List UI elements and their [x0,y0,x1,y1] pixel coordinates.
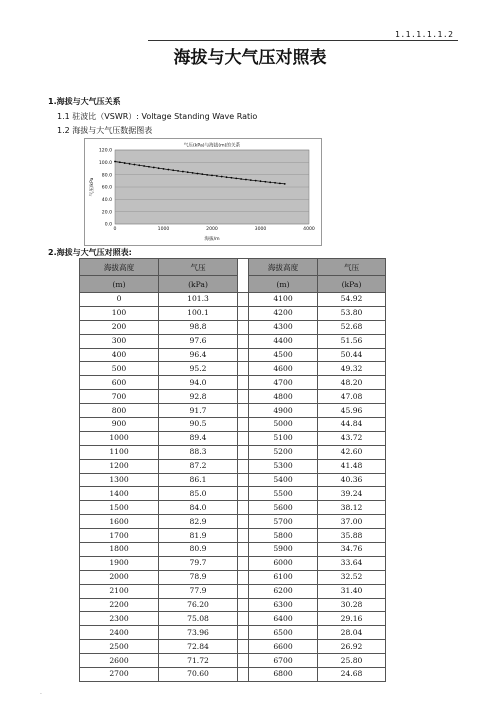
chart-data-point [129,163,131,165]
cell-pressure-right: 43.72 [318,431,386,445]
header-altitude-unit-right: (m) [249,276,318,293]
cell-pressure-right: 39.24 [318,487,386,501]
chart-data-point [114,161,116,163]
chart-title: 气压(kPa)与海拔(m)的关系 [183,143,241,149]
table-row [80,473,386,487]
table-row [80,404,386,418]
cell-altitude-right: 4900 [249,404,318,418]
table-gap [238,334,249,348]
cell-pressure-left: 88.3 [159,445,238,459]
cell-pressure-left: 75.08 [159,612,238,626]
table-gap [238,543,249,557]
corner-mark: . [40,689,42,696]
cell-altitude-right: 6000 [249,556,318,570]
cell-altitude-left: 1300 [80,473,159,487]
table-gap [238,376,249,390]
cell-pressure-right: 47.08 [318,390,386,404]
chart-data-point [134,164,136,166]
cell-pressure-left: 96.4 [159,348,238,362]
table-gap [238,306,249,320]
chart-x-axis-label: 海拔/m [204,237,220,242]
table-gap [238,668,249,682]
cell-altitude-left: 200 [80,320,159,334]
chart-x-tick-label: 4000 [303,227,315,232]
cell-altitude-right: 6500 [249,626,318,640]
cell-altitude-left: 2500 [80,640,159,654]
header-altitude-unit-left: (m) [80,276,159,293]
altitude-pressure-table [79,258,386,682]
header-pressure-unit-right: (kPa) [318,276,386,293]
cell-altitude-right: 5100 [249,431,318,445]
table-gap [238,348,249,362]
cell-pressure-right: 34.76 [318,543,386,557]
chart-data-point [197,173,199,175]
cell-pressure-left: 70.60 [159,668,238,682]
cell-pressure-left: 87.2 [159,459,238,473]
cell-altitude-left: 2100 [80,584,159,598]
table-row [80,626,386,640]
table-row [80,640,386,654]
table-row [80,431,386,445]
cell-pressure-left: 84.0 [159,501,238,515]
table-gap [238,418,249,432]
cell-pressure-left: 95.2 [159,362,238,376]
cell-altitude-left: 1400 [80,487,159,501]
cell-pressure-right: 52.68 [318,320,386,334]
table-row [80,668,386,682]
chart-y-tick-label: 120.0 [98,148,112,154]
chart-data-point [284,183,286,185]
header-altitude-right: 海拔高度 [249,259,318,276]
cell-pressure-left: 85.0 [159,487,238,501]
cell-altitude-left: 700 [80,390,159,404]
table-gap [238,570,249,584]
chart-data-point [216,175,218,177]
cell-altitude-left: 1000 [80,431,159,445]
cell-pressure-left: 91.7 [159,404,238,418]
cell-altitude-right: 6700 [249,654,318,668]
chart-data-point [153,167,155,169]
cell-altitude-left: 1600 [80,515,159,529]
cell-pressure-left: 97.6 [159,334,238,348]
cell-altitude-right: 5400 [249,473,318,487]
altitude-pressure-chart [84,138,322,246]
cell-pressure-right: 28.04 [318,626,386,640]
table-row [80,362,386,376]
cell-altitude-left: 500 [80,362,159,376]
cell-pressure-left: 86.1 [159,473,238,487]
cell-altitude-right: 6300 [249,598,318,612]
cell-altitude-left: 0 [80,293,159,307]
cell-pressure-right: 37.00 [318,515,386,529]
cell-pressure-right: 53.80 [318,306,386,320]
chart-x-tick-label: 0 [113,227,117,232]
chart-svg [85,139,321,245]
chart-data-point [206,174,208,176]
cell-altitude-left: 400 [80,348,159,362]
chart-data-point [119,161,121,163]
cell-altitude-right: 4800 [249,390,318,404]
cell-pressure-left: 77.9 [159,584,238,598]
cell-pressure-right: 29.16 [318,612,386,626]
cell-altitude-right: 5200 [249,445,318,459]
table-gap [238,556,249,570]
cell-altitude-right: 5000 [249,418,318,432]
table-gap [238,640,249,654]
table-gap [238,515,249,529]
cell-pressure-right: 40.36 [318,473,386,487]
cell-pressure-right: 24.68 [318,668,386,682]
cell-altitude-right: 6100 [249,570,318,584]
cell-altitude-left: 800 [80,404,159,418]
chart-data-point [279,182,281,184]
cell-altitude-right: 4700 [249,376,318,390]
cell-pressure-right: 32.52 [318,570,386,584]
cell-pressure-right: 54.92 [318,293,386,307]
cell-altitude-right: 5700 [249,515,318,529]
cell-altitude-right: 5300 [249,459,318,473]
cell-pressure-left: 79.7 [159,556,238,570]
chart-data-point [264,181,266,183]
cell-pressure-left: 78.9 [159,570,238,584]
chart-data-point [124,162,126,164]
table-gap [238,626,249,640]
header-rule [148,40,458,41]
cell-pressure-right: 41.48 [318,459,386,473]
table-gap [238,445,249,459]
cell-pressure-right: 30.28 [318,598,386,612]
table-row [80,612,386,626]
table-row [80,556,386,570]
table-row [80,418,386,432]
table-gap [238,598,249,612]
chart-data-point [235,177,237,179]
chart-data-point [240,178,242,180]
cell-altitude-left: 1500 [80,501,159,515]
cell-pressure-left: 101.3 [159,293,238,307]
cell-altitude-left: 300 [80,334,159,348]
table-header-row-2 [80,276,386,293]
table-row [80,487,386,501]
cell-pressure-left: 89.4 [159,431,238,445]
chart-data-point [148,166,150,168]
table-row [80,654,386,668]
chart-data-point [187,171,189,173]
table-gap [238,404,249,418]
cell-pressure-right: 49.32 [318,362,386,376]
header-pressure-right: 气压 [318,259,386,276]
cell-pressure-right: 31.40 [318,584,386,598]
chart-data-point [274,182,276,184]
cell-altitude-left: 2300 [80,612,159,626]
table-row [80,570,386,584]
table-gap [238,320,249,334]
chart-data-point [138,164,140,166]
chart-y-tick-label: 40.0 [101,197,112,203]
chart-x-tick-label: 1000 [157,227,170,232]
chart-data-point [231,177,233,179]
chart-data-point [158,167,160,169]
table-header-row-1 [80,259,386,276]
cell-pressure-left: 82.9 [159,515,238,529]
cell-altitude-right: 4100 [249,293,318,307]
table-row [80,390,386,404]
cell-altitude-left: 600 [80,376,159,390]
section-1-item-2: 1.2 海拔与大气压数据图表 [57,126,153,135]
chart-data-point [260,180,262,182]
table-gap [238,501,249,515]
cell-pressure-left: 92.8 [159,390,238,404]
table-gap [238,473,249,487]
chart-data-point [226,176,228,178]
chart-y-axis-label: 气压/kPa [90,177,95,197]
cell-pressure-right: 25.80 [318,654,386,668]
cell-altitude-right: 4500 [249,348,318,362]
cell-altitude-right: 4600 [249,362,318,376]
cell-altitude-left: 1700 [80,529,159,543]
cell-pressure-left: 100.1 [159,306,238,320]
header-altitude-left: 海拔高度 [80,259,159,276]
chart-data-point [201,173,203,175]
header-pressure-left: 气压 [159,259,238,276]
section-2-heading: 2.海拔与大气压对照表: [48,248,132,257]
cell-altitude-left: 900 [80,418,159,432]
cell-altitude-left: 2600 [80,654,159,668]
cell-altitude-right: 4200 [249,306,318,320]
table-row [80,598,386,612]
chart-x-tick-label: 3000 [254,227,267,232]
table-row [80,543,386,557]
cell-pressure-right: 48.20 [318,376,386,390]
cell-altitude-right: 5600 [249,501,318,515]
chart-data-point [167,169,169,171]
cell-pressure-left: 80.9 [159,543,238,557]
cell-pressure-left: 90.5 [159,418,238,432]
chart-data-point [172,169,174,171]
cell-pressure-left: 76.20 [159,598,238,612]
chart-data-point [143,165,145,167]
chart-data-point [250,179,252,181]
chart-data-point [255,180,257,182]
cell-pressure-right: 50.44 [318,348,386,362]
cell-altitude-right: 5500 [249,487,318,501]
table-row [80,376,386,390]
cell-altitude-right: 5900 [249,543,318,557]
chart-y-tick-label: 100.0 [98,160,112,166]
cell-pressure-right: 38.12 [318,501,386,515]
cell-altitude-left: 1200 [80,459,159,473]
cell-pressure-right: 35.88 [318,529,386,543]
cell-altitude-left: 1100 [80,445,159,459]
table-gap [238,529,249,543]
chart-y-tick-label: 0.0 [104,222,112,228]
table-row [80,584,386,598]
table-row [80,529,386,543]
table-row [80,320,386,334]
cell-altitude-right: 4400 [249,334,318,348]
chart-y-tick-label: 80.0 [101,173,112,179]
table-row [80,334,386,348]
chart-data-point [192,172,194,174]
table-gap [238,362,249,376]
chart-data-point [211,174,213,176]
table-row [80,445,386,459]
table-row [80,348,386,362]
table-gap [238,584,249,598]
page-number: 1.1.1.1.1.2 [395,30,454,39]
cell-altitude-right: 5800 [249,529,318,543]
chart-data-point [182,171,184,173]
table-gap [238,612,249,626]
cell-pressure-left: 81.9 [159,529,238,543]
table-gap [238,293,249,307]
cell-pressure-right: 42.60 [318,445,386,459]
cell-altitude-right: 6800 [249,668,318,682]
chart-x-tick-label: 2000 [206,227,218,232]
cell-pressure-right: 26.92 [318,640,386,654]
cell-pressure-left: 73.96 [159,626,238,640]
table-row [80,293,386,307]
table-gap [238,390,249,404]
table-gap [238,431,249,445]
cell-pressure-right: 44.84 [318,418,386,432]
document-title: 海拔与大气压对照表 [173,48,327,68]
table-gap [238,487,249,501]
cell-altitude-left: 2200 [80,598,159,612]
cell-pressure-left: 72.84 [159,640,238,654]
table-gap-header [238,259,249,293]
table-body [80,293,386,682]
table-gap [238,459,249,473]
section-1-heading: 1.海拔与大气压关系 [48,97,121,106]
chart-data-point [269,181,271,183]
cell-altitude-right: 6400 [249,612,318,626]
section-1-item-1: 1.1 驻波比（VSWR）: Voltage Standing Wave Ratio [57,112,258,121]
header-pressure-unit-left: (kPa) [159,276,238,293]
chart-data-point [221,176,223,178]
table-row [80,306,386,320]
table-row [80,459,386,473]
cell-altitude-left: 2700 [80,668,159,682]
chart-data-point [163,168,165,170]
chart-y-tick-label: 60.0 [101,185,112,191]
cell-altitude-right: 6200 [249,584,318,598]
chart-data-point [245,179,247,181]
cell-altitude-left: 1900 [80,556,159,570]
cell-pressure-left: 94.0 [159,376,238,390]
cell-pressure-left: 98.8 [159,320,238,334]
table-row [80,515,386,529]
chart-data-point [177,170,179,172]
chart-y-tick-label: 20.0 [101,210,112,216]
cell-pressure-right: 33.64 [318,556,386,570]
cell-altitude-left: 1800 [80,543,159,557]
cell-altitude-left: 2000 [80,570,159,584]
cell-pressure-right: 51.56 [318,334,386,348]
cell-pressure-right: 45.96 [318,404,386,418]
cell-pressure-left: 71.72 [159,654,238,668]
cell-altitude-right: 6600 [249,640,318,654]
table-row [80,501,386,515]
cell-altitude-left: 100 [80,306,159,320]
cell-altitude-right: 4300 [249,320,318,334]
cell-altitude-left: 2400 [80,626,159,640]
table-gap [238,654,249,668]
